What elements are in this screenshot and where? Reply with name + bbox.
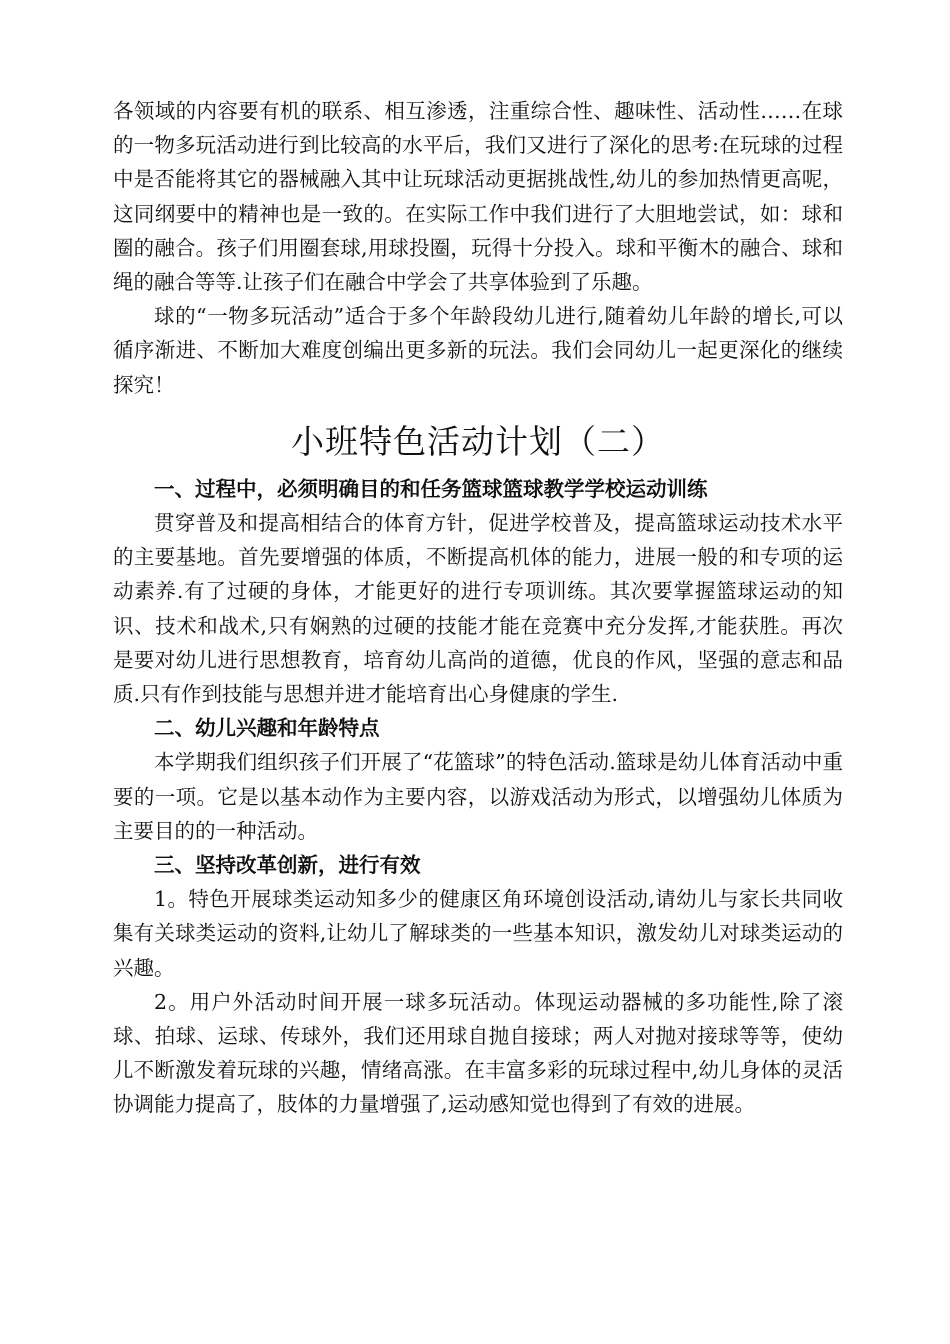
document-body bbox=[113, 94, 843, 1122]
section-3-item-2: 2。用户外活动时间开展一球多玩活动。体现运动器械的多功能性,除了滚球、拍球、运球、传球外，我们还用球自抛自接球；两人对抛对接球等等，使幼儿不断激发着玩球的兴趣，情绪高涨。在丰富多彩的玩球过程中,幼儿身体的灵活协调能力提高了，肢体的力量增强了,运动感知觉也得到了有效的进展。 bbox=[113, 989, 843, 1117]
section-1-heading: 一、过程中，必须明确目的和任务篮球篮球教学学校运动训练 bbox=[154, 476, 708, 501]
section-2-body: 本学期我们组织孩子们开展了“花篮球”的特色活动.篮球是幼儿体育活动中重要的一项。它是以基本动作为主要内容，以游戏活动为形式，以增强幼儿体质为主要目的的一种活动。 bbox=[113, 750, 843, 843]
page-title: 小班特色活动计划（二） bbox=[291, 421, 665, 461]
intro-paragraph-1: 各领域的内容要有机的联系、相互渗透，注重综合性、趣味性、活动性……在球的一物多玩活动进行到比较高的水平后，我们又进行了深化的思考:在玩球的过程中是否能将其它的器械融入其中让玩球活动更据挑战性,幼儿的参加热情更高呢，这同纲要中的精神也是一致的。在实际工作中我们进行了大胆地尝试，如：球和圈的融合。孩子们用圈套球,用球投圈，玩得十分投入。球和平衡木的融合、球和绳的融合等等.让孩子们在融合中学会了共享体验到了乐趣。 bbox=[113, 99, 843, 295]
section-3-item-1: 1。特色开展球类运动知多少的健康区角环境创设活动,请幼儿与家长共同收集有关球类运动的资料,让幼儿了解球类的一些基本知识，激发幼儿对球类运动的兴趣。 bbox=[113, 887, 843, 980]
section-2-heading: 二、幼儿兴趣和年龄特点 bbox=[154, 716, 380, 741]
intro-paragraph-2: 球的“一物多玩活动”适合于多个年龄段幼儿进行,随着幼儿年龄的增长,可以循序渐进、不断加大难度创编出更多新的玩法。我们会同幼儿一起更深化的继续探究！ bbox=[113, 304, 843, 397]
section-1-body: 贯穿普及和提高相结合的体育方针，促进学校普及，提高篮球运动技术水平的主要基地。首先要增强的体质，不断提高机体的能力，进展一般的和专项的运动素养.有了过硬的身体，才能更好的进行专项训练。其次要掌握篮球运动的知识、技术和战术,只有娴熟的过硬的技能才能在竞赛中充分发挥,才能获胜。再次是要对幼儿进行思想教育，培育幼儿高尚的道德，优良的作风，坚强的意志和品质.只有作到技能与思想并进才能培育出心身健康的学生. bbox=[113, 511, 843, 707]
section-3-heading: 三、坚持改革创新，进行有效 bbox=[154, 853, 421, 878]
